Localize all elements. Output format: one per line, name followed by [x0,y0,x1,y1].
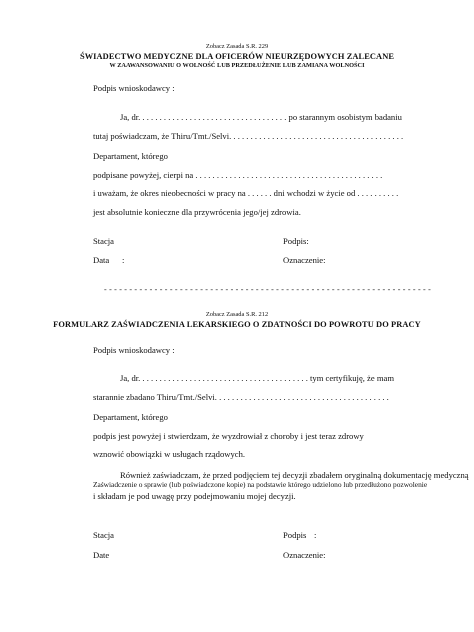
form1-station-label: Stacja [93,236,114,246]
form2-applicant-signature: Podpis wnioskodawcy : [93,345,175,355]
form2-doctor-line: Ja, dr. . . . . . . . . . . . . . . . . . . . . . . . . . . . . . . . . . . . . . . . tym certyfikuję, że mam [120,373,395,383]
form1-title: ŚWIADECTWO MEDYCZNE DLA OFICERÓW NIEURZĘDOWYCH ZALECANE [79,52,395,61]
form2-rule-reference: Zobacz Zasada S.R. 212 [205,311,269,318]
form2-also-line-1: Również zaświadczam, że przed podjęciem tej decyzji zbadałem oryginalną dokumentację medyczną [120,470,469,480]
form1-rule-reference: Zobacz Zasada S.R. 229 [205,43,269,50]
form1-doctor-line: Ja, dr. . . . . . . . . . . . . . . . . . . . . . . . . . . . . . . . . . . po starannym osobistym badaniu [120,112,402,122]
form1-absence-line: i uważam, że okres nieobecności w pracy na . . . . . . dni wchodzi w życie od . . . . . . . . . . [93,188,399,198]
form1-certify-line: tutaj poświadczam, że Thiru/Tmt./Selvi. . . . . . . . . . . . . . . . . . . . . . . . . . . . . . . . . . . . . . . . . [93,131,404,141]
form2-also-line-3: i składam je pod uwagę przy podejmowaniu mojej decyzji. [93,491,296,501]
form2-date-label: Date [93,550,110,560]
form1-date-label: Data [93,255,110,265]
form1-department-line: Departament, którego [93,151,168,161]
form1-date-colon: : [122,255,125,265]
form2-department-line: Departament, którego [93,412,168,422]
form2-recovered-line: podpis jest powyżej i stwierdzam, że wyzdrowiał z choroby i jest teraz zdrowy [93,431,364,441]
form2-signature-colon: : [314,530,317,540]
form1-designation-label: Oznaczenie: [283,255,326,265]
section-divider: - - - - - - - - - - - - - - - - - - - - - - - - - - - - - - - - - - - - - - - - - - - - - - - - - - - - - - - - - - - - - - - - - [104,285,431,294]
form2-resume-line: wznowić obowiązki w usługach rządowych. [93,449,246,459]
form2-designation-label: Oznaczenie: [283,550,326,560]
form2-also-line-2: Zaświadczenie o sprawie (lub poświadczone kopie) na podstawie którego udzielono lub przedłużono pozwolenie [93,480,428,489]
form2-station-label: Stacja [93,530,114,540]
form1-applicant-signature: Podpis wnioskodawcy : [93,83,175,93]
form2-signature-label: Podpis [283,530,307,540]
form1-necessary-line: jest absolutnie konieczne dla przywrócenia jego/jej zdrowia. [93,207,301,217]
form2-examined-line: starannie zbadano Thiru/Tmt./Selvi. . . . . . . . . . . . . . . . . . . . . . . . . . . . . . . . . . . . . . . . . [93,392,389,402]
form1-suffers-line: podpisane powyżej, cierpi na . . . . . . . . . . . . . . . . . . . . . . . . . . . . . . . . . . . . . . . . . . . . [93,170,383,180]
form1-subtitle: W ZAAWANSOWANIU O WOLNOŚĆ LUB PRZEDŁUŻENIE LUB ZAMIANA WOLNOŚCI [109,62,365,69]
form1-signature-label: Podpis: [283,236,309,246]
form2-title: FORMULARZ ZAŚWIADCZENIA LEKARSKIEGO O ZDATNOŚCI DO POWROTU DO PRACY [53,320,421,329]
